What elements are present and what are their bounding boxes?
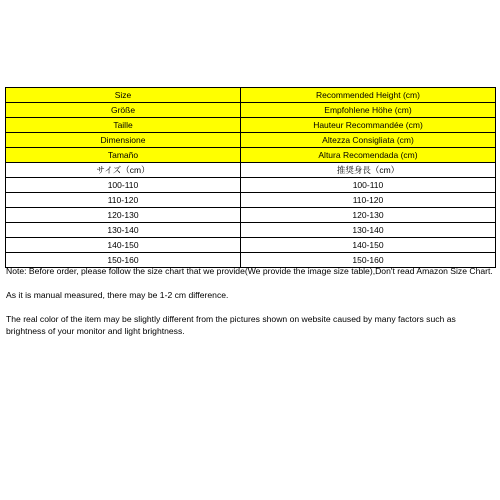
- size-cell: 140-150: [6, 238, 241, 253]
- height-label-jp: 推奨身長（cm）: [241, 163, 496, 178]
- size-label-fr: Taille: [6, 118, 241, 133]
- height-label-de: Empfohlene Höhe (cm): [241, 103, 496, 118]
- header-row-de: [6, 103, 496, 118]
- size-cell: 110-120: [6, 193, 241, 208]
- size-label-jp: サイズ（cm）: [6, 163, 241, 178]
- table-row: [6, 208, 496, 223]
- table-row: [6, 178, 496, 193]
- size-label-de: Größe: [6, 103, 241, 118]
- height-cell: 110-120: [241, 193, 496, 208]
- size-label-en: Size: [6, 88, 241, 103]
- table-row: [6, 223, 496, 238]
- height-label-es: Altura Recomendada (cm): [241, 148, 496, 163]
- height-cell: 100-110: [241, 178, 496, 193]
- height-cell: 120-130: [241, 208, 496, 223]
- height-label-it: Altezza Consigliata (cm): [241, 133, 496, 148]
- height-label-en: Recommended Height (cm): [241, 88, 496, 103]
- height-cell: 140-150: [241, 238, 496, 253]
- size-cell: 120-130: [6, 208, 241, 223]
- color-note: The real color of the item may be slightly different from the pictures shown on website caused by many factors such as brightness of your monitor and light brightness.: [6, 314, 456, 336]
- header-row-fr: [6, 118, 496, 133]
- header-row-en: [6, 88, 496, 103]
- size-chart-table: [5, 87, 496, 268]
- header-row-jp: [6, 163, 496, 178]
- size-label-es: Tamaño: [6, 148, 241, 163]
- table-row: [6, 238, 496, 253]
- size-label-it: Dimensione: [6, 133, 241, 148]
- height-label-fr: Hauteur Recommandée (cm): [241, 118, 496, 133]
- size-cell: 100-110: [6, 178, 241, 193]
- size-cell: 150-160: [6, 253, 241, 268]
- header-row-es: [6, 148, 496, 163]
- height-cell: 130-140: [241, 223, 496, 238]
- order-note: Note: Before order, please follow the size chart that we provide(We provide the image size table),Don't read Amazon Size Chart.: [6, 266, 493, 276]
- notes-section: [6, 265, 494, 349]
- measurement-note: As it is manual measured, there may be 1-2 cm difference.: [6, 290, 229, 300]
- header-row-it: [6, 133, 496, 148]
- table-row: [6, 193, 496, 208]
- height-cell: 150-160: [241, 253, 496, 268]
- size-cell: 130-140: [6, 223, 241, 238]
